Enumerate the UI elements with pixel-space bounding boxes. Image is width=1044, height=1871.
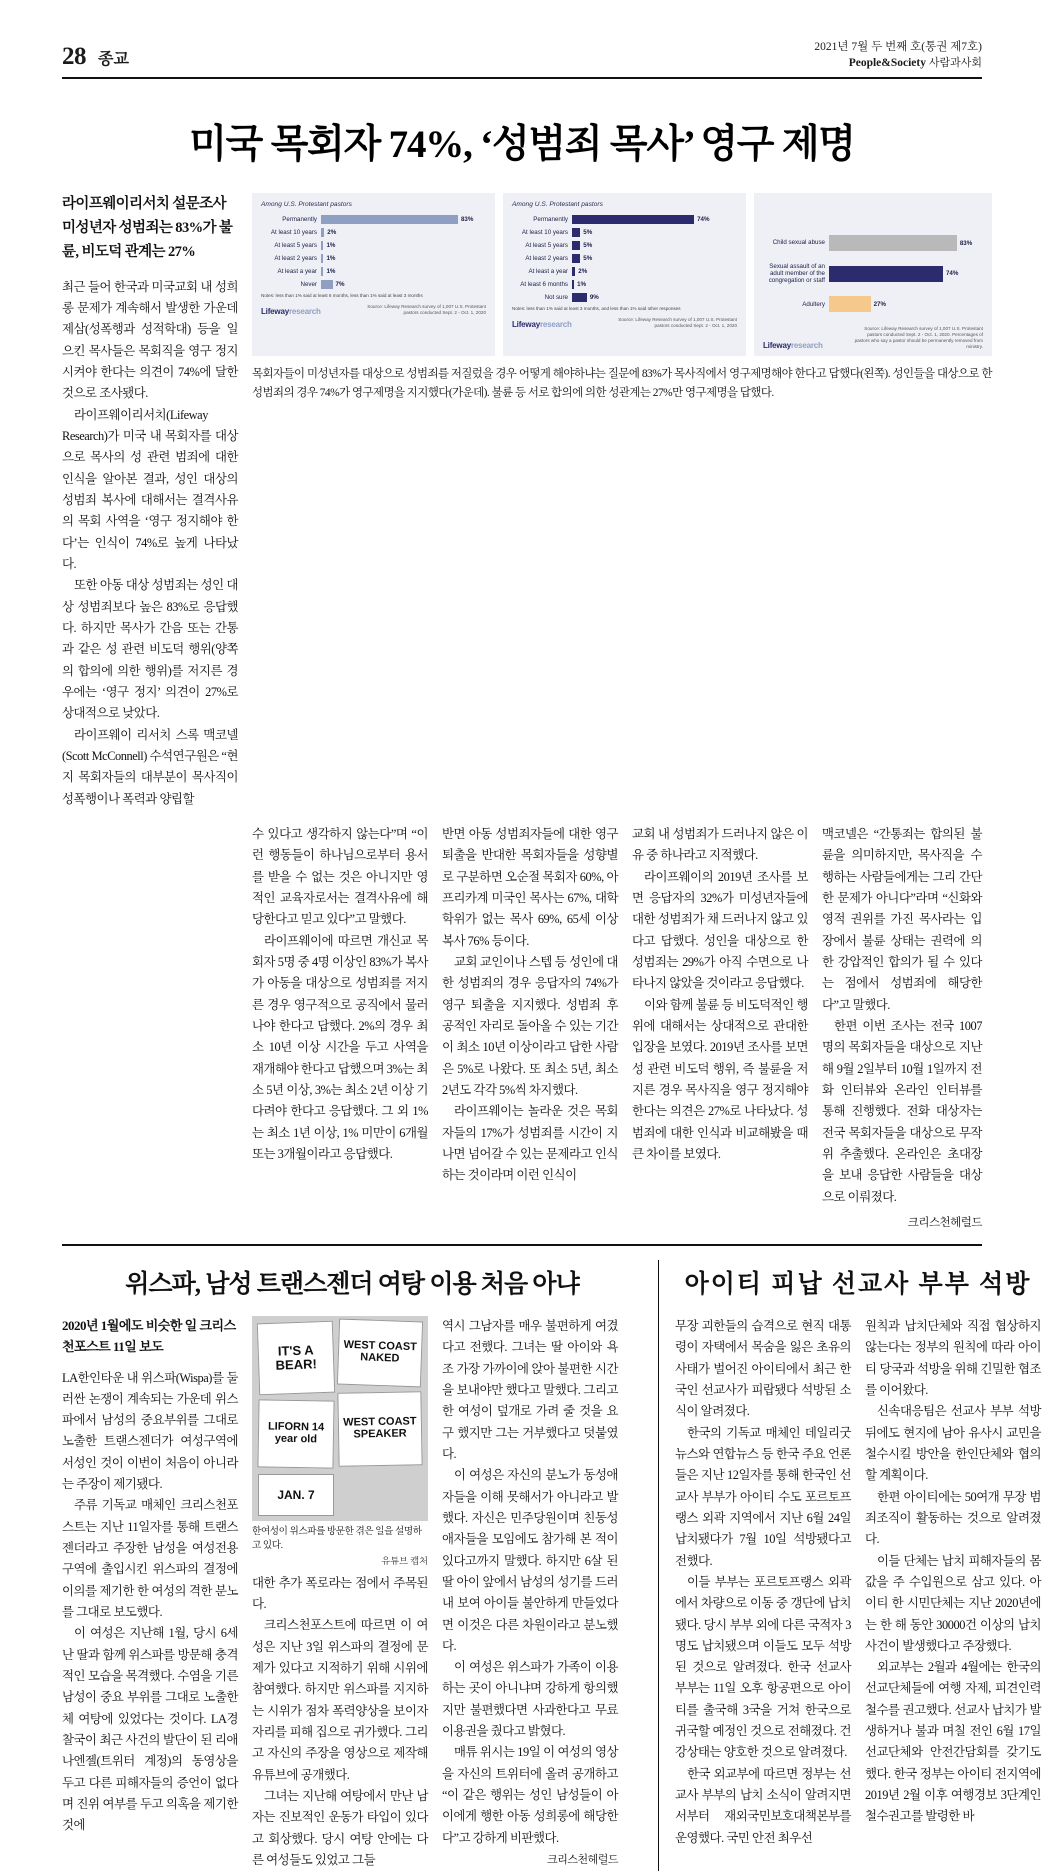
article-wispa <box>62 1260 642 1871</box>
paragraph: 매튜 위시는 19일 이 여성의 영상을 자신의 트위터에 올려 공개하고 “이 같은 행위는 성인 남성들이 아이에게 행한 아동 성희롱에 해당한다”고 강하게 비판했다. <box>442 1745 618 1845</box>
haiti-headline: 아이티 피납 선교사 부부 석방 <box>684 1270 1032 1298</box>
bar-value: 2% <box>327 229 337 237</box>
bar-label: At least 5 years <box>274 241 317 249</box>
bar-wrap <box>321 267 486 276</box>
paper-name-kr: 사람과사회 <box>928 56 982 69</box>
bar <box>321 215 458 224</box>
wispa-col-1 <box>62 1316 238 1871</box>
chart-title: Among U.S. Protestant pastors <box>261 201 352 209</box>
bar-wrap <box>321 215 486 224</box>
photo-sign: WEST COAST SPEAKER <box>337 1391 422 1466</box>
paragraph: 한국 외교부에 따르면 정부는 선교사 부부의 납치 소식이 알려지면서부터 재외국민보호대책본부를 운영했다. 국민 안전 최우선 <box>675 1766 851 1845</box>
paragraph: 라이프웨이의 2019년 조사를 보면 응답자의 32%가 미성년자들에 대한 성범죄가 채 드러나지 않고 있다고 답했다. 성인을 대상으로 한 성범죄는 29%가 아직 수면으로 나타나지 않았을 것이라고 응답했다. <box>632 869 808 991</box>
haiti-col-2 <box>865 1316 1041 1849</box>
paragraph: 이 여성은 지난해 1월, 당시 6세 난 딸과 함께 위스파를 방문해 충격적인 모습을 목격했다. 수염을 기른 남성이 중요 부위를 그대로 노출한체 여탕에 있었다는 것이다. LA경찰국이 최근 사건의 발단이 된 리애나엔젤(트위터 계정)의 동영상을 두고 다른 피해자들의 증언이 없다며 진위 여부를 두고 의혹을 제기한 것에 <box>62 1626 238 1833</box>
photo-sign: WEST COAST NAKED <box>337 1318 423 1387</box>
paragraph: 맥코넬은 “간통죄는 합의된 불륜을 의미하지만, 목사직을 수행하는 사람들에게는 그리 간단한 문제가 아니다”라며 “신화와 영적 권위를 가진 목사라는 입장에서 불륜 상태는 권력에 의한 강압적인 합의가 될 수 있다는 점에서 성범죄에 해당한다”고 말했다. <box>822 827 982 1012</box>
bar-label: At least 2 years <box>525 254 568 262</box>
article-col-3 <box>442 824 618 1230</box>
lifeway-logo: Lifewayresearch <box>512 319 572 329</box>
paragraph: 교회 교인이나 스텝 등 성인에 대한 성범죄의 경우 응답자의 74%가 영구 퇴출을 지지했다. 성범죄 후 공적인 자리로 돌아올 수 있는 기간이 최소 10년 이상이라고 답한 사람은 5%로 나왔다. 또 최소 5년, 최소 2년도 각각 5%씩 차지했다. <box>442 954 618 1097</box>
bar <box>572 280 574 289</box>
bar-value: 74% <box>697 216 710 224</box>
bar-value: 7% <box>335 281 345 289</box>
haiti-col-1 <box>675 1316 851 1849</box>
paragraph: 무장 괴한들의 습격으로 현직 대통령이 자택에서 목숨을 잃은 초유의 사태가 벌어진 아이티에서 최근 한국인 선교사가 피랍됐다 석방된 소식이 알려졌다. <box>675 1318 851 1419</box>
bar-wrap <box>321 228 486 237</box>
lead-column <box>62 193 238 810</box>
chart-source: Source: Lifeway Research survey of 1,007 U.S. Protestant pastors conducted Sept. 2 - Oct. 1, 2020. Percentages of pastors who say a pastor should be permanently removed from ministry. <box>854 326 983 350</box>
bar-wrap <box>321 241 486 250</box>
chart-caption: 목회자들이 미성년자를 대상으로 성범죄를 저질렀을 경우 어떻게 해야하냐는 질문에 83%가 목사직에서 영구제명해야 한다고 답했다(왼쪽). 성인들을 대상으로 한 성범죄의 경우 74%가 영구제명을 지지했다(가운데). 불륜 등 서로 합의에 의한 성관계는 27%만 영구제명을 답했다. <box>252 368 992 399</box>
article-byline: 크리스천헤럴드 <box>907 1216 982 1229</box>
paragraph: 한편 이번 조사는 전국 1007명의 목회자들을 대상으로 지난해 9월 2일부터 10월 1일까지 전화 인터뷰와 온라인 인터뷰를 통해 진행했다. 전화 대상자는 전국 목회자들을 대상으로 무작위 추출했다. 온라인은 초대장을 보내 응답한 사람들을 대상으로 이뤄졌다. <box>822 1018 982 1204</box>
bar-wrap <box>321 280 486 289</box>
bar-row <box>512 215 737 224</box>
bar-list <box>512 215 737 302</box>
paragraph: 한국의 기독교 매체인 데일리굿뉴스와 연합뉴스 등 한국 주요 언론들은 지난 12일자를 통해 한국인 선교사 부부가 아이티 수도 포르토프랭스 외곽 지역에서 지난 6월 24일 납치됐다가 7월 10일 석방됐다고 전했다. <box>675 1425 851 1568</box>
bar-wrap <box>572 267 737 276</box>
paragraph: LA한인타운 내 위스파(Wispa)를 둘러싼 논쟁이 계속되는 가운데 위스파에서 남성의 중요부위를 그대로 노출한 트랜스젠더가 여성구역에 서성인 것이 이번이 처음이 아니라는 주장이 제기됐다. <box>62 1370 238 1492</box>
bar-label: At least 10 years <box>521 228 568 236</box>
bar-row <box>512 228 737 237</box>
bar-label: At least a year <box>277 267 317 275</box>
paragraph: 이들 부부는 포르토프랭스 외곽에서 차량으로 이동 중 갱단에 납치됐다. 당시 부부 외에 다른 국적자 3명도 납치됐으며 이들도 모두 석방된 것으로 알려졌다. 한국 선교사 부부는 11일 오후 항공편으로 아이티를 출국해 3국을 거쳐 한국으로 귀국할 예정인 것으로 전해졌다. 건강상태는 양호한 것으로 알려졌다. <box>675 1574 851 1760</box>
wispa-col-mid-text <box>252 1573 428 1871</box>
bar-value: 1% <box>326 242 336 250</box>
bar-value: 5% <box>583 242 593 250</box>
lifeway-logo: Lifewayresearch <box>261 306 321 316</box>
charts-row <box>252 193 992 356</box>
bar-value: 2% <box>578 268 588 276</box>
bar-wrap <box>829 235 983 251</box>
bar <box>321 267 323 276</box>
bar-value: 9% <box>589 294 599 302</box>
bar-value: 83% <box>959 239 973 247</box>
bar-row <box>763 296 983 312</box>
bar-value: 1% <box>326 268 336 276</box>
bar-row <box>512 280 737 289</box>
chart-footer <box>763 326 983 350</box>
bar-row <box>512 267 737 276</box>
bar <box>572 228 580 237</box>
chart-footer <box>512 317 737 329</box>
bar-row <box>512 254 737 263</box>
paragraph: 외교부는 2월과 4월에는 한국의 선교단체들에 여행 자제, 피견인력 철수를 권고했다. 선교사 납치가 발생하거나 불과 며칠 전인 6월 17일 선교단체와 안전간담회를 갖기도 했다. 한국 정부는 아이티 전지역에 2019년 2월 이후 여행경보 3단계인 철수권고를 발령한 바 <box>865 1660 1041 1824</box>
bar <box>572 293 587 302</box>
bar-value: 1% <box>577 281 587 289</box>
bar <box>829 266 943 282</box>
bottom-section <box>62 1244 1041 1871</box>
chart-source: Source: Lifeway Research survey of 1,007 U.S. Protestant pastors conducted Sept. 2 - Oct. 1, 2020 <box>618 317 737 328</box>
paragraph: 이와 함께 불륜 등 비도덕적인 행위에 대해서는 상대적으로 관대한 입장을 보였다. 2019년 조사를 보면 성 관련 비도덕 행위, 즉 불륜을 저지른 경우 목사직을 영구 정지해야 한다는 의견은 27%로 나타났다. 성범죄에 대한 인식과 비교해봤을 때 큰 차이를 보였다. <box>632 997 808 1161</box>
lifeway-logo: Lifewayresearch <box>763 341 823 351</box>
paragraph: 라이프웨이에 따르면 개신교 목회자 5명 중 4명 이상인 83%가 복사가 아동을 대상으로 성범죄를 저지른 경우 영구적으로 공직에서 물러나야 한다고 답했다. 2%의 경우 최소 10년 이상 시간을 두고 사역을 재개해야 한다고 답했으며 3%는 최소 5년 이상, 3%는 최소 2년 이상 기다려야 한다고 응답했다. 그 외 1%는 최소 1년 이상, 1% 미만이 6개월 또는 3개월이라고 응답했다. <box>252 933 428 1161</box>
article-col-2 <box>252 824 428 1230</box>
bar-label: At least 10 years <box>270 228 317 236</box>
article-deck: 라이프웨이리서치 설문조사 미성년자 성범죄는 83%가 불륜, 비도덕 관계는 27% <box>62 196 233 260</box>
bar <box>829 296 871 312</box>
bar-wrap <box>572 228 737 237</box>
paragraph: 라이프웨이는 놀라운 것은 목회자들의 17%가 성범죄를 시간이 지나면 넘어갈 수 있는 문제라고 인식하는 것이라며 이런 인식이 <box>442 1104 618 1183</box>
bar-row <box>261 280 486 289</box>
wispa-headline: 위스파, 남성 트랜스젠더 여탕 이용 처음 아냐 <box>125 1270 579 1298</box>
chart-footer <box>261 304 486 316</box>
paragraph: 대한 추가 폭로라는 점에서 주목된다. <box>252 1575 428 1612</box>
paragraph: 최근 들어 한국과 미국교회 내 성희롱 문제가 계속해서 발생한 가운데 제삼(성폭행과 성적학대) 등을 일으킨 목사들은 목회직을 영구 정지시켜야 한다는 의견이 74%에 달한 것으로 조사됐다. <box>62 279 238 401</box>
chart-note: Notes: less than 1% said at least 6 months, less than 1% said at least 3 months <box>261 293 423 299</box>
photo-sign: JAN. 7 <box>258 1474 334 1516</box>
chart-title: Among U.S. Protestant pastors <box>512 201 603 209</box>
main-headline: 미국 목회자 74%, ‘성범죄 목사’ 영구 제명 <box>189 123 855 167</box>
bar-label: Permanently <box>282 215 317 223</box>
bar-wrap <box>572 280 737 289</box>
wispa-photo-credit: 유튜브 캡처 <box>381 1555 428 1566</box>
bar <box>321 228 324 237</box>
bar-row <box>763 263 983 284</box>
top-block <box>62 193 992 810</box>
bar-label: Never <box>300 280 317 288</box>
wispa-photo <box>252 1316 428 1521</box>
bar-label: At least a year <box>528 267 568 275</box>
bar-row <box>512 241 737 250</box>
bar <box>321 254 323 263</box>
paragraph: 라이프웨이 리서치 스록 맥코넬(Scott McConnell) 수석연구원은 “현지 목회자들의 대부분이 목사직이 성폭행이나 폭력과 양립할 <box>62 727 238 806</box>
chart-area <box>252 193 992 810</box>
wispa-col-mid <box>252 1316 428 1871</box>
bar-row <box>261 267 486 276</box>
paragraph: 이들 단체는 납치 피해자들의 몸값을 주 수입원으로 삼고 있다. 아이티 한 시민단체는 지난 2020년에는 한 해 동안 30000건 이상의 납치사건이 발생했다고 주장했다. <box>865 1553 1041 1653</box>
bar-list <box>261 215 486 289</box>
bar-wrap <box>572 293 737 302</box>
bar-value: 5% <box>583 229 593 237</box>
bar-row <box>261 215 486 224</box>
bar-wrap <box>572 215 737 224</box>
paragraph: 역시 그남자를 매우 불편하게 여겼다고 전했다. 그녀는 딸 아이와 욕조 가장 가까이에 앉아 불편한 시간을 보내야만 했다고 말했다. 그리고 한 여성이 덮개로 가려 줄 것을 요구 했지만 그는 거부했다고 덧붙였다. <box>442 1318 618 1461</box>
paper-name <box>814 56 982 72</box>
photo-sign: LIFORN 14 year old <box>257 1399 334 1468</box>
bar-value: 5% <box>583 255 593 263</box>
paragraph: 라이프웨이리서치(Lifeway Research)가 미국 내 목회자를 대상으로 목사의 성 관련 범죄에 대한 인식을 알아본 결과, 성인 대상의 성범죄 복사에 대해서는 결격사유의 목회 사역을 ‘영구 정지해야 한다’는 인식이 74%로 높게 나타났다. <box>62 407 238 572</box>
wispa-columns <box>62 1316 642 1871</box>
chart-note: Notes: less than 1% said at least 3 months, and less than 1% said other responses <box>512 306 681 312</box>
bar-wrap <box>572 241 737 250</box>
paragraph: 교회 내 성범죄가 드러나지 않은 이유 중 하나라고 지적했다. <box>632 827 808 863</box>
chart-comparison <box>754 193 992 356</box>
bar-list <box>763 235 983 312</box>
paragraph: 수 있다고 생각하지 않는다”며 “이런 행동들이 하나님으로부터 용서를 받을 수 없는 것은 아니지만 영적인 교육자로서는 결격사유에 해당한다고 믿고 있다”고 말했다. <box>252 827 428 927</box>
paragraph: 이 여성은 위스파가 가족이 이용하는 곳이 아니냐며 강하게 항의했지만 불편했다면 사과한다고 무료이용권을 줬다고 밝혔다. <box>442 1660 618 1739</box>
bar <box>572 215 694 224</box>
bar <box>572 254 580 263</box>
paragraph: 반면 아동 성범죄자들에 대한 영구 퇴출을 반대한 목회자들을 성향별로 구분하면 오순절 목회자 60%, 아프리카계 미국인 목사는 67%, 대학 학위가 없는 목사 69%, 65세 이상 복사 76% 등이다. <box>442 827 618 948</box>
wispa-photo-caption: 한여성이 위스파를 방문한 겪은 일을 설명하고 있다. <box>252 1525 422 1551</box>
bar-row <box>261 254 486 263</box>
wispa-byline: 크리스천헤럴드 <box>547 1854 618 1867</box>
paragraph: 크리스천포스트에 따르면 이 여성은 지난 3일 위스파의 결정에 문제가 있다고 지적하기 위해 시위에 참여했다. 하지만 위스파를 지지하는 시위가 점차 폭력양상을 보이자 자리를 피해 집으로 귀가했다. 그리고 자신의 주장을 영상으로 제작해 유튜브에 공개했다. <box>252 1618 428 1782</box>
paragraph: 그녀는 지난해 여탕에서 만난 남자는 진보적인 운동가 타입이 있다고 회상했다. 당시 여탕 안에는 다른 여성들도 있었고 그들 <box>252 1789 428 1867</box>
bar-wrap <box>321 254 486 263</box>
haiti-columns <box>675 1316 1041 1849</box>
section-name: 종교 <box>98 51 129 69</box>
wispa-col-1-text <box>62 1368 238 1837</box>
bar <box>572 241 580 250</box>
issue-line: 2021년 7월 두 번째 호(통권 제7호) <box>814 41 982 53</box>
bar-label: At least 2 years <box>274 254 317 262</box>
bar-row <box>261 241 486 250</box>
article-columns <box>62 824 982 1230</box>
bar-value: 83% <box>460 216 474 224</box>
article-col-5 <box>822 824 982 1230</box>
article-col-1 <box>62 277 238 810</box>
masthead-left <box>62 43 129 71</box>
article-haiti <box>658 1260 1041 1871</box>
bar <box>829 235 957 251</box>
paragraph: 원칙과 납치단체와 직접 협상하지 않는다는 정부의 원칙에 따라 아이티 당국과 석방을 위해 긴밀한 협조를 이어왔다. <box>865 1318 1041 1397</box>
chart-adults <box>503 193 746 356</box>
bar-row <box>512 293 737 302</box>
bar <box>321 280 333 289</box>
article-col-4 <box>632 824 808 1230</box>
bar-label: Adultery <box>802 300 825 308</box>
wispa-col-2 <box>442 1316 618 1871</box>
bar <box>321 241 323 250</box>
bar-label: Permanently <box>533 215 568 223</box>
bar-wrap <box>829 296 983 312</box>
bar-row <box>261 228 486 237</box>
masthead <box>62 40 982 79</box>
masthead-right <box>814 40 982 71</box>
paragraph: 한편 아이티에는 50여개 무장 범죄조직이 활동하는 것으로 알려졌다. <box>865 1489 1041 1547</box>
paper-name-en: People&Society <box>848 56 926 69</box>
bar-label: Child sexual abuse <box>772 239 825 247</box>
paragraph: 신속대응팀은 선교사 부부 석방 뒤에도 현지에 남아 유사시 교민을 철수시킬 방안을 한인단체와 협의할 계획이다. <box>865 1404 1041 1483</box>
bar-wrap <box>829 266 983 282</box>
bar-value: 27% <box>873 300 886 308</box>
photo-sign: IT'S A BEAR! <box>257 1321 335 1396</box>
paragraph: 또한 아동 대상 성범죄는 성인 대상 성범죄보다 높은 83%로 응답했다. 하지만 목사가 간음 또는 간통과 같은 성 관련 비도덕 행위(양쪽의 합의에 의한 행위)를 저지른 경우에는 ‘영구 정지’ 의견이 27%로 상대적으로 낮았다. <box>62 578 238 721</box>
chart-source: Source: Lifeway Research survey of 1,007 U.S. Protestant pastors conducted Sept. 2 - Oct. 1, 2020 <box>367 304 486 315</box>
wispa-subdeck: 2020년 1월에도 비슷한 일 크리스천포스트 11일 보도 <box>62 1317 236 1354</box>
bar-label: Sexual assault of an adult member of the congregation or staff <box>768 263 825 285</box>
bar-label: At least 6 months <box>520 280 568 288</box>
paragraph: 이 여성은 자신의 분노가 동성애자들을 이해 못해서가 아니라고 발했다. 자신은 민주당원이며 친동성애자들을 모임에도 참가해 본 적이 있다고까지 말했다. 하지만 6살 된 딸 아이 앞에서 남성의 성기를 드러내 보여 아이들 불안하게 만들었다면 이것은 다른 차원이라고 분노했다. <box>442 1468 618 1653</box>
bar-wrap <box>572 254 737 263</box>
bar <box>572 267 575 276</box>
page-number: 28 <box>62 43 86 71</box>
bar-label: At least 5 years <box>525 241 568 249</box>
paragraph: 주류 기독교 매체인 크리스천포스트는 지난 11일자를 통해 트랜스젠더라고 주장한 남성을 여성전용구역에 출입시킨 위스파의 결정에 이의를 제기한 한 여성의 격한 분노를 그대로 보도했다. <box>62 1498 238 1620</box>
bar-row <box>763 235 983 251</box>
bar-value: 74% <box>945 270 959 278</box>
bar-value: 1% <box>326 255 336 263</box>
chart-minors <box>252 193 495 356</box>
bar-label: Not sure <box>544 293 568 301</box>
